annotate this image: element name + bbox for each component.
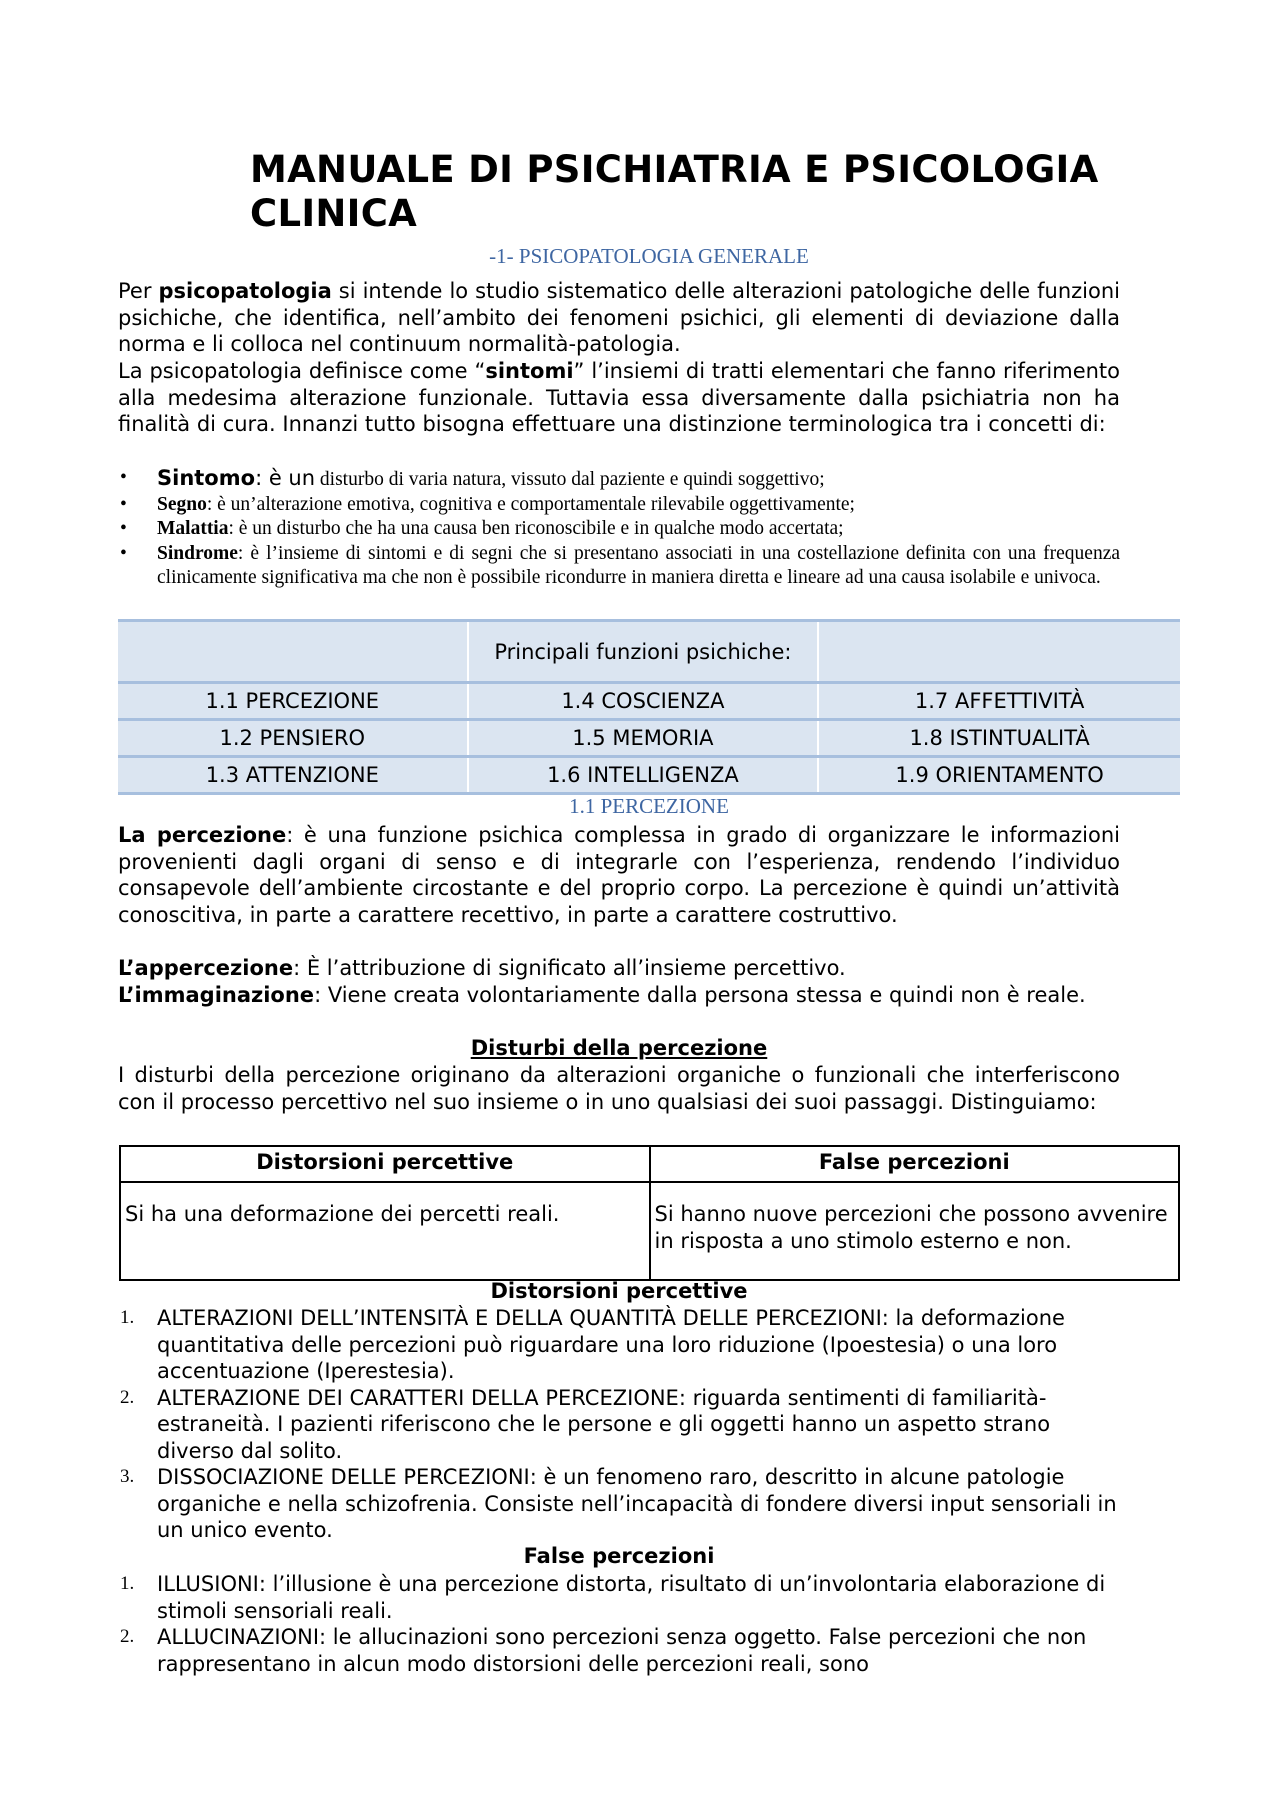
percezione-paragraph: La percezione: è una funzione psichica complessa in grado di organizzare le informazioni provenienti dagli organi di senso e di integrarle con l’esperienza, rendendo l’individuo consapevole dell’ambiente circostante e del proprio corpo. La percezione è quindi un’attività conoscitiva, in parte a carattere recettivo, in parte a carattere costruttivo. [118,823,1120,927]
intro-paragraph-1: Per psicopatologia si intende lo studio sistematico delle alterazioni patologiche delle funzioni psichiche, che identifica, nell’ambito dei fenomeni psichici, gli elementi di deviazione dalla norma e li colloca nel continuum normalità-patologia. [118,279,1120,357]
list-item: • Malattia: è un disturbo che ha una causa ben riconoscibile e in qualche modo accertata; [120,518,844,539]
functions-table-header: Principali funzioni psichiche: [468,621,819,683]
intro-paragraph-2: La psicopatologia definisce come “sintomi” l’insiemi di tratti elementari che fanno riferimento alla medesima alterazione funzionale. Tuttavia essa diversamente dalla psichiatria non ha finalità di cura. Innanzi tutto bisogna effettuare una distinzione terminologica tra i concetti di: [118,359,1121,437]
table-header-false: False percezioni [650,1146,1180,1182]
distorsioni-list [118,1305,1120,1544]
list-item: 2. ALLUCINAZIONI: le allucinazioni sono percezioni senza oggetto. False percezioni che non rappresentano in alcun modo distorsioni delle percezioni reali, sono [120,1625,1087,1676]
appercezione-paragraph: L’appercezione: È l’attribuzione di significato all’insieme percettivo. [118,956,846,980]
list-item: 1. ALTERAZIONI DELL’INTENSITÀ E DELLA QUANTITÀ DELLE PERCEZIONI: la deformazione quantitativa delle percezioni può riguardare una loro riduzione (Ipoestesia) o una loro accentuazione (Iperestesia). [120,1306,1065,1383]
table-cell: Si hanno nuove percezioni che possono avvenire in risposta a uno stimolo esterno e non. [650,1182,1180,1280]
section-heading-percezione: 1.1 PERCEZIONE [569,794,729,818]
bold-term-sintomi: sintomi [485,359,574,383]
table-cell: 1.1 PERCEZIONE [118,683,468,720]
table-cell: 1.2 PENSIERO [118,720,468,757]
table-cell: 1.9 ORIENTAMENTO [818,757,1180,794]
table-cell: 1.3 ATTENZIONE [118,757,468,794]
table-header-distorsioni: Distorsioni percettive [120,1146,650,1182]
list-item: • Sintomo: è un disturbo di varia natura, vissuto dal paziente e quindi soggettivo; [120,466,825,490]
table-cell: Si ha una deformazione dei percetti reali. [120,1182,650,1280]
section-heading-psicopatologia: -1- PSICOPATOLOGIA GENERALE [489,244,809,268]
functions-table [118,619,1180,795]
distorsioni-heading: Distorsioni percettive [490,1279,748,1303]
bold-term-psicopatologia: psicopatologia [158,279,332,303]
table-cell: 1.8 ISTINTUALITÀ [818,720,1180,757]
false-heading: False percezioni [523,1544,715,1568]
list-item: 1. ILLUSIONI: l’illusione è una percezione distorta, risultato di un’involontaria elaborazione di stimoli sensoriali reali. [120,1572,1106,1623]
document-title: MANUALE DI PSICHIATRIA E PSICOLOGIA CLINICA [250,148,1099,235]
table-cell: 1.6 INTELLIGENZA [468,757,819,794]
list-item: 2. ALTERAZIONE DEI CARATTERI DELLA PERCEZIONE: riguarda sentimenti di familiarità-estraneità. I pazienti riferiscono che le persone e gli oggetti hanno un aspetto strano diverso dal solito. [120,1385,1051,1463]
distorsioni-false-table [119,1145,1180,1281]
list-item: 3. DISSOCIAZIONE DELLE PERCEZIONI: è un fenomeno raro, descritto in alcune patologie organiche e nella schizofrenia. Consiste nell’incapacità di fondere diversi input sensoriali in un unico evento. [120,1465,1117,1542]
terms-list [118,466,1120,591]
table-cell: 1.5 MEMORIA [468,720,819,757]
disturbi-paragraph: I disturbi della percezione originano da alterazioni organiche o funzionali che interferiscono con il processo percettivo nel suo insieme o in uno qualsiasi dei suoi passaggi. Distinguiamo: [118,1063,1120,1114]
table-cell: 1.4 COSCIENZA [468,683,819,720]
disturbi-heading: Disturbi della percezione [470,1036,768,1060]
table-cell: 1.7 AFFETTIVITÀ [818,683,1180,720]
list-item: • Sindrome: è l’insieme di sintomi e di segni che si presentano associati in una costellazione definita con una frequenza clinicamente significativa ma che non è possibile ricondurre in maniera diretta e lineare ad una causa isolabile e univoca. [120,542,1120,588]
false-list [118,1571,1120,1677]
immaginazione-paragraph: L’immaginazione: Viene creata volontariamente dalla persona stessa e quindi non è reale. [118,983,1086,1007]
list-item: • Segno: è un’alterazione emotiva, cognitiva e comportamentale rilevabile oggettivamente; [120,493,855,515]
